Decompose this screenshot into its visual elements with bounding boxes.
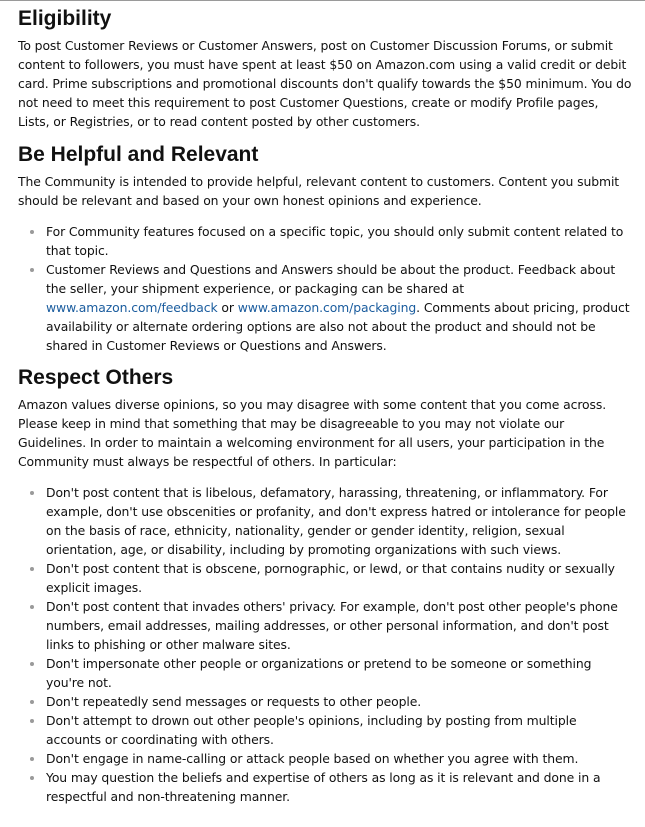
helpful-list (18, 222, 633, 355)
heading-helpful-relevant: Be Helpful and Relevant (18, 143, 259, 166)
list-item-text: Don't engage in name-calling or attack people based on whether you agree with them. (46, 751, 579, 766)
heading-eligibility: Eligibility (18, 7, 112, 30)
list-item (18, 260, 633, 355)
list-item-text: Don't post content that invades others' privacy. For example, don't post other people's phone numbers, email addresses, mailing addresses, or other personal information, and don't post links to phishing or other malware sites. (46, 599, 618, 652)
helpful-paragraph: The Community is intended to provide helpful, relevant content to customers. Content you submit should be relevant and based on your own honest opinions and experience. (18, 174, 620, 208)
heading-respect-others: Respect Others (18, 366, 174, 389)
list-item-text: Don't attempt to drown out other people's opinions, including by posting from multiple accounts or coordinating with others. (46, 713, 577, 747)
list-item-text: . Comments about pricing, product availability or alternate ordering options are also not about the product and should not be shared in Customer Reviews or Questions and Answers. (46, 300, 630, 353)
bullet-dot-icon (30, 268, 34, 272)
guidelines-content (18, 6, 633, 806)
list-item-text: Customer Reviews and Questions and Answers should be about the product. Feedback about the seller, your shipment experience, or packaging can be shared at (46, 262, 616, 296)
list-item (18, 749, 633, 768)
eligibility-paragraph: To post Customer Reviews or Customer Answers, post on Customer Discussion Forums, or submit content to followers, you must have spent at least $50 on Amazon.com using a valid credit or debit card. Prime subscriptions and promotional discounts don't qualify towards the $50 minimum. You do not need to meet this requirement to post Customer Questions, create or modify Profile pages, Lists, or Registries, or to read content posted by other customers. (18, 38, 632, 129)
list-item (18, 692, 633, 711)
list-item (18, 768, 633, 806)
section-respect-others (18, 365, 633, 806)
bullet-dot-icon (30, 719, 34, 723)
bullet-dot-icon (30, 230, 34, 234)
list-item-text: You may question the beliefs and expertise of others as long as it is relevant and done in a respectful and non-threatening manner. (46, 770, 601, 804)
packaging-link[interactable]: www.amazon.com/packaging (237, 300, 417, 315)
bullet-dot-icon (30, 491, 34, 495)
list-item (18, 559, 633, 597)
list-item (18, 711, 633, 749)
bullet-dot-icon (30, 605, 34, 609)
list-item-text: Don't impersonate other people or organizations or pretend to be someone or something you're not. (46, 656, 592, 690)
list-item (18, 654, 633, 692)
bullet-dot-icon (30, 700, 34, 704)
bullet-dot-icon (30, 776, 34, 780)
top-divider (0, 0, 645, 1)
list-item-text: Don't post content that is obscene, pornographic, or lewd, or that contains nudity or sexually explicit images. (46, 561, 615, 595)
bullet-dot-icon (30, 662, 34, 666)
bullet-dot-icon (30, 757, 34, 761)
list-item (18, 483, 633, 559)
section-helpful-relevant (18, 142, 633, 355)
section-eligibility (18, 6, 633, 131)
list-item-text-or: or (217, 300, 238, 315)
feedback-link[interactable]: www.amazon.com/feedback (46, 300, 218, 315)
list-item-text: Don't repeatedly send messages or requests to other people. (46, 694, 422, 709)
list-item-text: Don't post content that is libelous, defamatory, harassing, threatening, or inflammatory. For example, don't use obscenities or profanity, and don't express hatred or intolerance for people on the basis of race, ethnicity, nationality, gender or gender identity, religion, sexual orientation, age, or disability, including by promoting organizations with such views. (46, 485, 626, 557)
respect-paragraph: Amazon values diverse opinions, so you may disagree with some content that you come across. Please keep in mind that something that may be disagreeable to you may not violate our Guidelines. In order to maintain a welcoming environment for all users, your participation in the Community must always be respectful of others. In particular: (18, 397, 607, 469)
list-item (18, 222, 633, 260)
list-item (18, 597, 633, 654)
list-item-text: For Community features focused on a specific topic, you should only submit content related to that topic. (46, 224, 624, 258)
respect-list (18, 483, 633, 806)
bullet-dot-icon (30, 567, 34, 571)
